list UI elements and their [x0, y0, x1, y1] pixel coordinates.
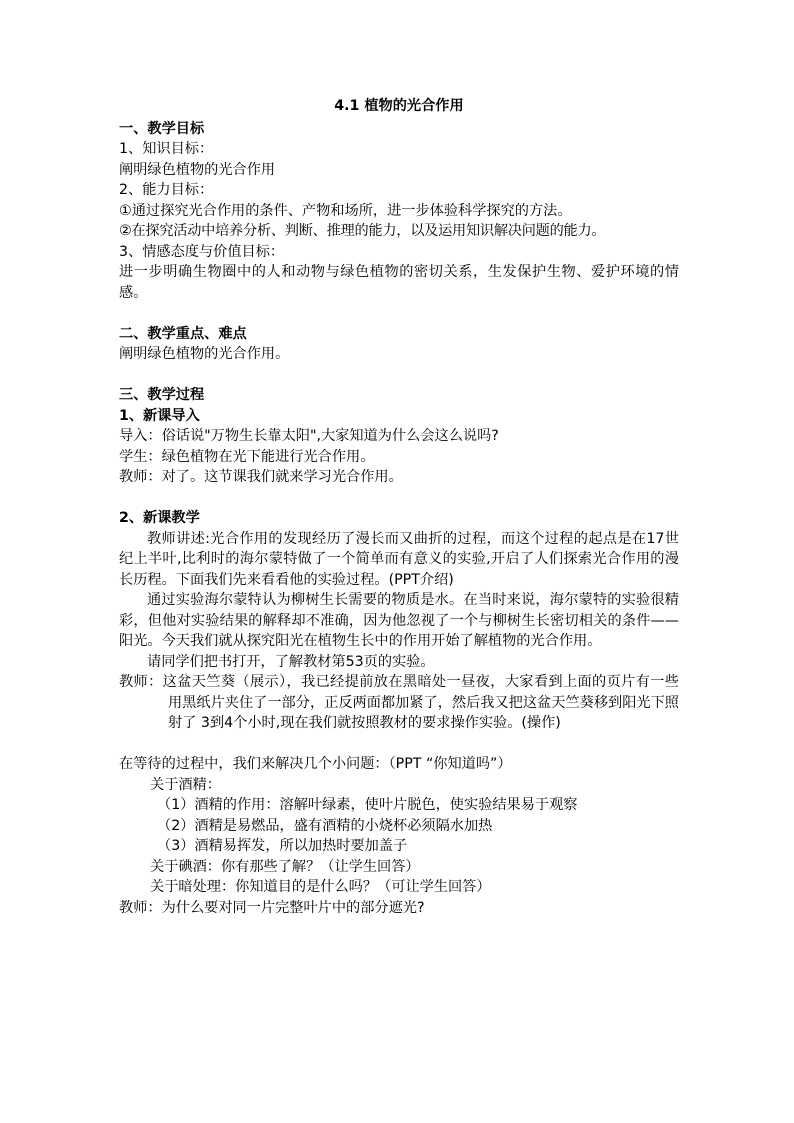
ability-goal-label: 2、能力目标：: [119, 182, 214, 198]
section-heading-process: 三、教学过程: [119, 387, 205, 403]
attitude-goal-label: 3、情感态度与价值目标：: [119, 243, 285, 260]
dialogue-line: 学生：绿色植物在光下能进行光合作用。: [119, 448, 375, 465]
dialogue-line: 教师：对了。这节课我们就来学习光合作用。: [119, 469, 403, 485]
section-heading-objectives: 一、教学目标: [119, 120, 205, 137]
attitude-goal-text: 进一步明确生物圈中的人和动物与绿色植物的密切关系，生发保护生物、爱护环境的情感。: [119, 264, 679, 301]
alcohol-item: （1）酒精的作用：溶解叶绿素，使叶片脱色，使实验结果易于观察: [157, 797, 578, 813]
knowledge-goal-text: 阐明绿色植物的光合作用: [119, 161, 276, 178]
document-title: 4.1 植物的光合作用: [334, 98, 464, 114]
dialogue-line: 导入：俗话说"万物生长靠太阳",大家知道为什么会这么说吗?: [119, 428, 499, 444]
knowledge-goal-label: 1、知识目标：: [119, 141, 214, 157]
dark-treatment-question: 关于暗处理：你知道目的是什么吗？（可让学生回答）: [150, 879, 491, 895]
teacher-question: 教师：为什么要对同一片完整叶片中的部分遮光?: [119, 899, 425, 916]
teacher-instruction: 教师：这盆天竺葵（展示），我已经提前放在黑暗处一昼夜，大家看到上面的页片有一些用黑纸片夹住了一部分，正反两面都加紧了，然后我又把这盆天竺葵移到阳光下照射了 3到4个小时,现在我们就按照教材的要求操作实验。(操作): [119, 674, 679, 731]
ability-goal-item: ①通过探究光合作用的条件、产物和场所，进一步体验科学探究的方法。: [119, 202, 572, 219]
subsection-heading-intro: 1、新课导入: [119, 407, 200, 424]
document-page: [119, 96, 679, 918]
alcohol-label: 关于酒精：: [150, 776, 221, 793]
waiting-paragraph: 在等待的过程中，我们来解决几个小问题：（PPT “你知道吗”）: [119, 756, 512, 772]
spacer: [119, 303, 679, 324]
spacer: [119, 488, 679, 509]
spacer: [119, 365, 679, 386]
keypoints-text: 阐明绿色植物的光合作用。: [119, 346, 290, 362]
teaching-paragraph: 教师讲述:光合作用的发现经历了漫长而又曲折的过程，而这个过程的起点是在17世纪上半叶,比利时的海尔蒙特做了一个简单而有意义的实验,开启了人们探索光合作用的漫长历程。下面我们先来看看他的实验过程。(PPT介绍): [119, 530, 679, 588]
section-heading-keypoints: 二、教学重点、难点: [119, 325, 247, 342]
subsection-heading-teaching: 2、新课教学: [119, 510, 200, 526]
ability-goal-item: ②在探究活动中培养分析、判断、推理的能力，以及运用知识解决问题的能力。: [119, 223, 606, 239]
teaching-paragraph: 通过实验海尔蒙特认为柳树生长需要的物质是水。在当时来说，海尔蒙特的实验很精彩，但他对实验结果的解释却不准确，因为他忽视了一个与柳树生长密切相关的条件——阳光。今天我们就从探究阳光在植物生长中的作用开始了解植物的光合作用。: [119, 592, 679, 649]
spacer: [119, 734, 679, 755]
iodine-question: 关于碘酒：你有那些了解？（让学生回答）: [150, 858, 420, 875]
teaching-paragraph: 请同学们把书打开，了解教材第53页的实验。: [147, 653, 435, 670]
alcohol-item: （3）酒精易挥发，所以加热时要加盖子: [157, 838, 408, 854]
alcohol-item: （2）酒精是易燃品，盛有酒精的小烧杯必须隔水加热: [157, 817, 493, 834]
